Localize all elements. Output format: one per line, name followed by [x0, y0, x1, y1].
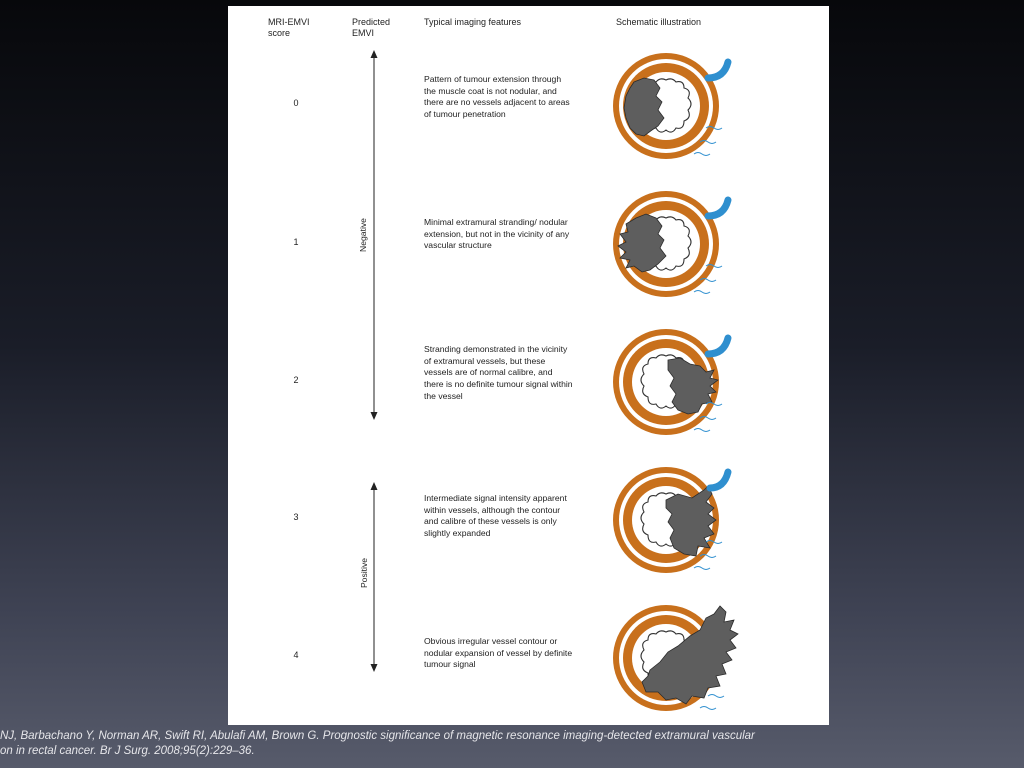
feature-text-1: Minimal extramural stranding/ nodular extension, but not in the vicinity of any vascular structure	[424, 217, 570, 251]
feature-text-0: Pattern of tumour extension through the muscle coat is not nodular, and there are no vessels adjacent to areas of tumour penetration	[424, 74, 570, 120]
feature-text-2: Stranding demonstrated in the vicinity of extramural vessels, but these vessels are of normal calibre, and there is no definite tumour signal within the vessel	[424, 344, 573, 401]
header-features: Typical imaging features	[424, 17, 522, 27]
schematic-4	[596, 596, 756, 722]
score-4: 4	[293, 650, 299, 660]
positive-arrow-up-icon	[371, 482, 378, 490]
emvi-figure	[228, 6, 829, 725]
blood-vessel	[708, 62, 728, 78]
feature-text-4: Obvious irregular vessel contour or nodular expansion of vessel by definite tumour signal	[424, 636, 573, 670]
header-predicted: Predicted EMVI	[352, 17, 391, 38]
negative-arrow-down-icon	[371, 412, 378, 420]
header-score: MRI-EMVI score	[268, 17, 310, 38]
schematic-0	[596, 44, 756, 170]
negative-arrow-up-icon	[371, 50, 378, 58]
blood-vessel-invaded	[710, 472, 728, 488]
header-schematic: Schematic illustration	[616, 17, 702, 27]
feature-text-3: Intermediate signal intensity apparent within vessels, although the contour and calibre of these vessels is only slightly expanded	[424, 493, 567, 539]
schematic-3	[596, 458, 756, 584]
positive-label: Positive	[359, 557, 370, 589]
blood-vessel	[708, 200, 728, 216]
score-3: 3	[293, 512, 299, 522]
score-2: 2	[293, 375, 299, 385]
score-1: 1	[293, 237, 299, 247]
positive-arrow-down-icon	[371, 664, 378, 672]
predicted-emvi-axis	[364, 46, 384, 686]
schematic-1	[596, 182, 756, 308]
blood-vessel	[708, 338, 728, 354]
citation-text: NJ, Barbachano Y, Norman AR, Swift RI, Abulafi AM, Brown G. Prognostic significance of magnetic resonance imaging-detected extramural vascular on in rectal cancer. Br J Surg. 2008;95(2):229–36.	[0, 730, 755, 757]
score-0: 0	[293, 98, 299, 108]
schematic-2	[596, 320, 756, 446]
negative-label: Negative	[357, 218, 368, 252]
